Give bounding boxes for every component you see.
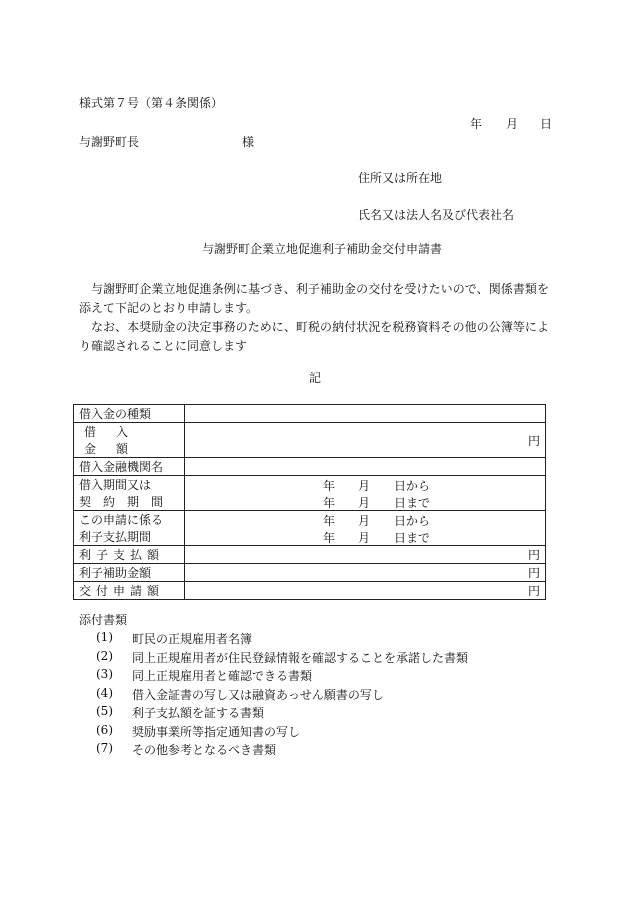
loan-type-value[interactable] [185,405,546,423]
item-number: (7) [96,741,113,755]
period-from: 日から [394,479,431,493]
period-year: 年 [323,514,336,528]
period-until: 日まで [394,496,431,510]
item-number: (2) [96,648,113,663]
yen-unit: 円 [527,433,540,448]
grant-requested-label: 交付申請額 [74,582,185,600]
yen-unit: 円 [527,584,540,598]
table-row [74,528,546,546]
table-row [74,458,546,476]
loan-period-from[interactable] [185,476,546,494]
item-text: 町民の正規雇用者名簿 [132,632,253,646]
loan-amount-value[interactable] [185,423,546,458]
period-year: 年 [323,531,336,545]
table-row [74,423,546,458]
table-row [74,405,546,423]
interest-period-until[interactable] [185,528,546,546]
period-until: 日まで [394,531,431,545]
date-month-label: 月 [506,117,519,131]
period-month: 月 [358,496,371,510]
subsidy-amount-label: 利子補助金額 [74,564,185,582]
addressee-honorific: 様 [242,135,255,149]
list-item [96,630,468,649]
document-title: 与謝野町企業立地促進利子補助金交付申請書 [202,242,443,256]
table-row [74,493,546,511]
yen-unit: 円 [527,548,540,562]
lender-label: 借入金融機関名 [74,458,185,476]
item-text: その他参考となるべき書類 [132,743,277,757]
ki-heading: 記 [309,371,322,385]
item-number: (5) [96,704,113,718]
table-row [74,476,546,494]
table-row [74,564,546,582]
lender-value[interactable] [185,458,546,476]
list-item [96,741,468,760]
attachments-list [96,630,468,760]
period-month: 月 [358,514,371,528]
item-text: 奨励事業所等指定通知書の写し [132,724,301,739]
item-number: (4) [96,685,113,700]
grant-requested-value[interactable] [185,582,546,600]
body-paragraph-2: なお、本奨励金の決定事務のために、町税の納付状況を税務資料その他の公簿等により確認されることに同意します [79,320,549,353]
attachments-title: 添付書類 [79,613,128,627]
item-number: (3) [96,667,113,681]
applicant-name-label: 氏名又は法人名及び代表社名 [358,208,515,222]
list-item [96,723,468,742]
interest-paid-label: 利子支払額 [74,546,185,564]
body-paragraph-1: 与謝野町企業立地促進条例に基づき、利子補助金の交付を受けたいので、関係書類を添えて下記のとおり申請します。 [79,282,549,315]
loan-amount-label-cell [74,423,185,458]
subsidy-amount-value[interactable] [185,564,546,582]
loan-period-label-1: 借入期間又は [74,476,185,494]
interest-period-from[interactable] [185,511,546,529]
item-text: 利子支払額を証する書類 [132,706,265,720]
yen-unit: 円 [527,566,540,580]
date-year-label: 年 [470,117,483,131]
item-text: 同上正規雇用者が住民登録情報を確認することを承諾した書類 [132,650,469,665]
list-item [96,667,468,686]
table-row [74,546,546,564]
interest-paid-value[interactable] [185,546,546,564]
interest-period-label-1: この申請に係る [74,511,185,529]
period-month: 月 [358,531,371,545]
list-item [96,704,468,723]
item-text: 借入金証書の写し又は融資あっせん願書の写し [132,687,384,702]
loan-period-until[interactable] [185,493,546,511]
item-text: 同上正規雇用者と確認できる書類 [132,669,313,683]
period-year: 年 [323,479,336,493]
table-row [74,511,546,529]
item-number: (1) [96,630,113,644]
table-row [74,582,546,600]
date-day-label: 日 [540,117,553,131]
period-year: 年 [323,496,336,510]
item-number: (6) [96,722,113,737]
list-item [96,649,468,668]
body-text [79,280,549,356]
loan-amount-label: 借入金額 [84,425,149,456]
form-number: 様式第７号（第４条関係） [79,96,224,110]
period-from: 日から [394,514,431,528]
loan-type-label: 借入金の種類 [74,405,185,423]
application-table [73,404,546,600]
addressee-name: 与謝野町長 [79,135,140,149]
list-item [96,686,468,705]
period-month: 月 [358,479,371,493]
loan-period-label-2: 契約期間 [74,493,185,511]
applicant-address-label: 住所又は所在地 [358,171,443,185]
interest-period-label-2: 利子支払期間 [74,528,185,546]
